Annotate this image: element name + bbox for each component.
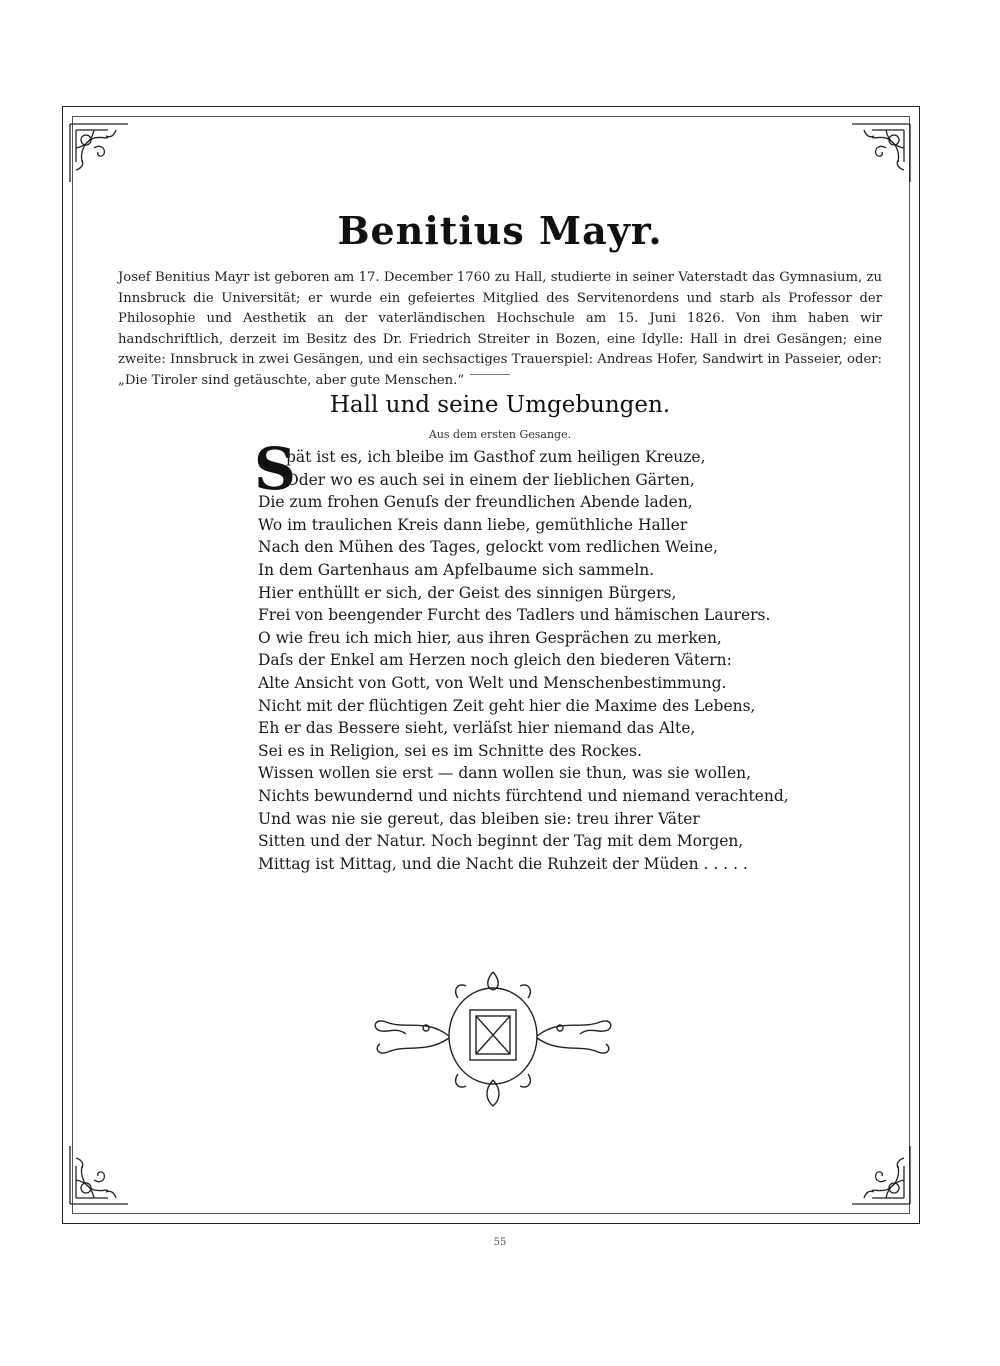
ornamental-corner-icon bbox=[64, 1140, 134, 1210]
poem-line: Eh er das Bessere sieht, verläſst hier niemand das Alte, bbox=[258, 719, 696, 738]
poem-subtitle: Aus dem ersten Gesange. bbox=[428, 428, 572, 441]
poem-line: Wo im traulichen Kreis dann liebe, gemüthliche Haller bbox=[258, 515, 688, 534]
poem-line: Sitten und der Natur. Noch beginnt der Tag mit dem Morgen, bbox=[258, 832, 744, 851]
ornamental-vignette-icon bbox=[366, 968, 620, 1110]
ornamental-corner-icon bbox=[64, 118, 134, 188]
poem-line: Nach den Mühen des Tages, gelockt vom redlichen Weine, bbox=[258, 538, 718, 557]
poem-line: Wissen wollen sie erst — dann wollen sie thun, was sie wollen, bbox=[258, 764, 752, 783]
ornamental-corner-icon bbox=[846, 1140, 916, 1210]
poem-line: Und was nie sie gereut, das bleiben sie: treu ihrer Väter bbox=[258, 809, 700, 828]
poem-line: Mittag ist Mittag, und die Nacht die Ruhzeit der Müden . . . . . bbox=[258, 854, 748, 873]
poem-line: Hier enthüllt er sich, der Geist des sinnigen Bürgers, bbox=[258, 583, 677, 602]
poem-body bbox=[258, 446, 789, 875]
ornamental-corner-icon bbox=[846, 118, 916, 188]
poem-line: Daſs der Enkel am Herzen noch gleich den biederen Vätern: bbox=[258, 651, 732, 670]
poem-title: Hall und seine Umgebungen. bbox=[329, 392, 671, 418]
poem-line: Frei von beengender Furcht des Tadlers und hämischen Laurers. bbox=[258, 606, 771, 625]
page-number: 55 bbox=[493, 1237, 507, 1248]
page-title: Benitius Mayr. bbox=[337, 208, 663, 253]
drop-cap: S bbox=[254, 435, 296, 503]
section-divider bbox=[470, 374, 510, 375]
poem-line: Die zum frohen Genuſs der freundlichen Abende laden, bbox=[258, 493, 693, 512]
poem-line: Nichts bewundernd und nichts fürchtend und niemand verachtend, bbox=[258, 786, 789, 805]
biography-paragraph: Josef Benitius Mayr ist geboren am 17. December 1760 zu Hall, studierte in seiner Vaterstadt das Gymnasium, zu Innsbruck die Universität; er wurde ein gefeiertes Mitglied des Servitenordens und starb als Professor der Philosophie und Aesthetik an der vaterländischen Hochschule am 15. Juni 1826. Von ihm haben wir handschriftlich, derzeit im Besitz des Dr. Friedrich Streiter in Bozen, eine Idylle: Hall in drei Gesängen; eine zweite: Innsbruck in zwei Gesängen, und ein sechsactiges Trauerspiel: Andreas Hofer, Sandwirt in Passeier, oder: „Die Tiroler sind getäuschte, aber gute Menschen.“ bbox=[118, 270, 882, 388]
poem-line: O wie freu ich mich hier, aus ihren Gesprächen zu merken, bbox=[258, 628, 722, 647]
poem-line: Oder wo es auch sei in einem der lieblichen Gärten, bbox=[286, 470, 695, 489]
poem-line: pät ist es, ich bleibe im Gasthof zum heiligen Kreuze, bbox=[286, 448, 706, 466]
poem-line: Sei es in Religion, sei es im Schnitte des Rockes. bbox=[258, 741, 642, 760]
poem-line: In dem Gartenhaus am Apfelbaume sich sammeln. bbox=[258, 560, 655, 579]
poem-line: Nicht mit der flüchtigen Zeit geht hier die Maxime des Lebens, bbox=[258, 696, 756, 715]
poem-line: Alte Ansicht von Gott, von Welt und Menschenbestimmung. bbox=[258, 673, 727, 692]
